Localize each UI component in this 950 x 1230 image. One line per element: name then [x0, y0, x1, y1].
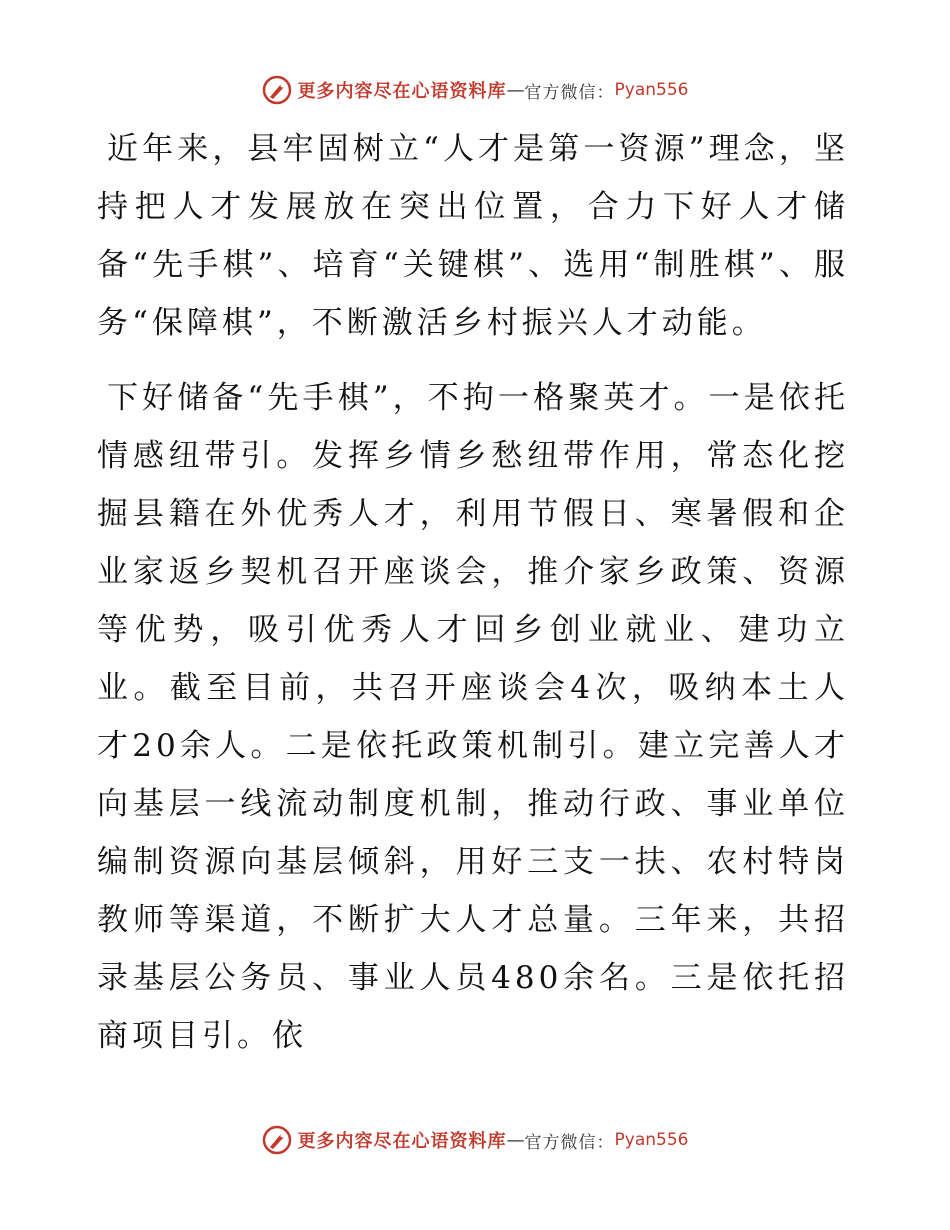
header-watermark — [0, 70, 950, 110]
paragraph-intro: 近年来，县牢固树立“人才是第一资源”理念，坚持把人才发展放在突出位置，合力下好人才储备“先手棋”、培育“关键棋”、选用“制胜棋”、服务“保障棋”，不断激活乡村振兴人才动能。 — [97, 131, 849, 341]
pen-nib-logo-icon — [262, 75, 292, 105]
footer-contact-id: Pyan556 — [614, 1130, 689, 1150]
paragraph-first-move: 下好储备“先手棋”，不拘一格聚英才。一是依托情感纽带引。发挥乡情乡愁纽带作用，常态化挖掘县籍在外优秀人才，利用节假日、寒暑假和企业家返乡契机召开座谈会，推介家乡政策、资源等优势，吸引优秀人才回乡创业就业、建功立业。截至目前，共召开座谈会4次，吸纳本土人才20余人。二是依托政策机制引。建立完善人才向基层一线流动制度机制，推动行政、事业单位编制资源向基层倾斜，用好三支一扶、农村特岗教师等渠道，不断扩大人才总量。三年来，共招录基层公务员、事业人员480余名。三是依托招商项目引。依 — [97, 380, 849, 1054]
footer-separator: — — [506, 1129, 525, 1151]
header-contact-id: Pyan556 — [614, 80, 689, 100]
header-separator: — — [506, 79, 525, 101]
header-brand-text: 更多内容尽在心语资料库 — [297, 81, 507, 102]
document-body — [97, 120, 849, 1065]
pen-nib-logo-icon — [262, 1125, 292, 1155]
footer-contact-label: 官方微信： — [524, 1132, 615, 1153]
header-contact-label: 官方微信： — [524, 82, 615, 103]
footer-watermark — [0, 1120, 950, 1160]
footer-brand-text: 更多内容尽在心语资料库 — [297, 1131, 507, 1152]
